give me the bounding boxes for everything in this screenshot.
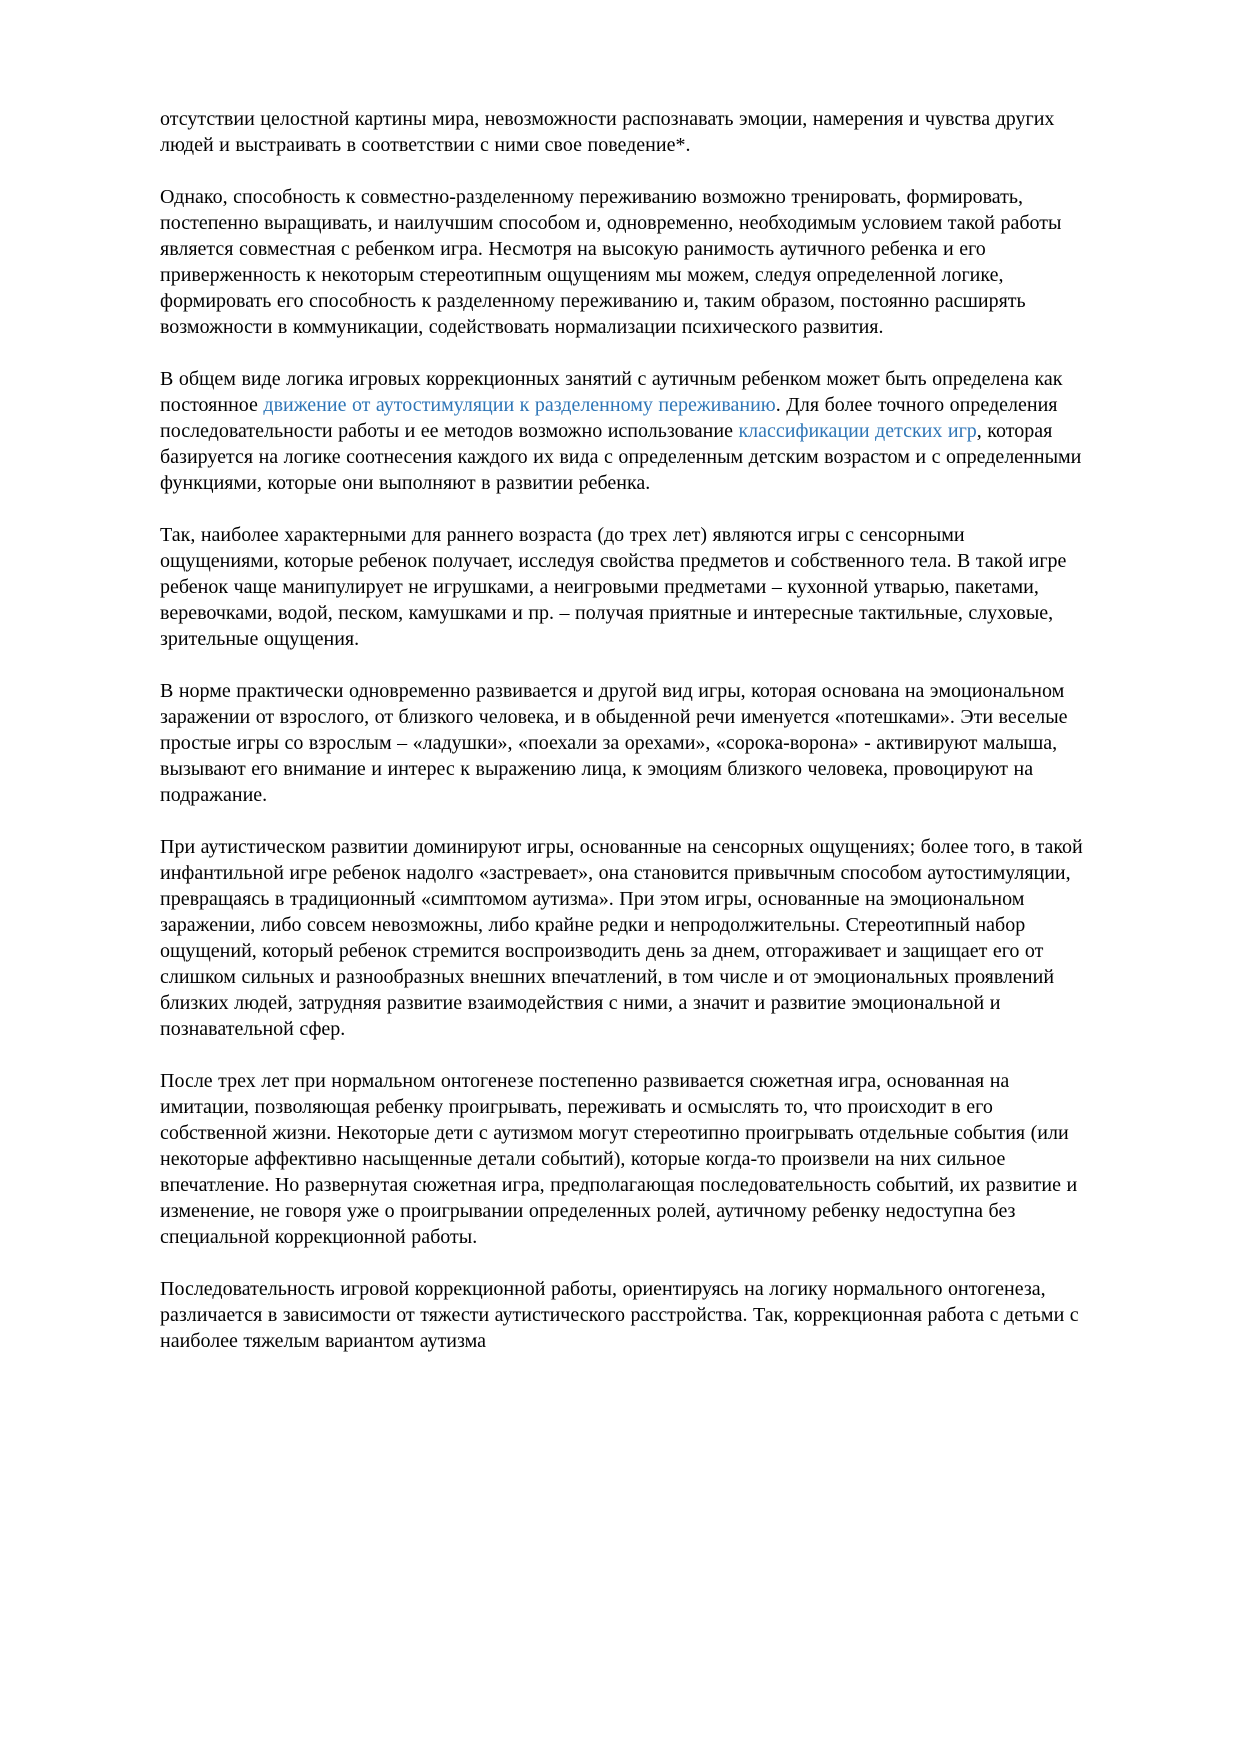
text-run: В общем виде логика игровых коррекционных занятий с аутичным ребенком может быть определена как постоянное: [160, 368, 1063, 416]
paragraph: [160, 106, 1084, 158]
text-run: . Для более точного определения последовательности работы и ее методов возможно использование: [160, 394, 1058, 442]
paragraph: [160, 184, 1084, 340]
paragraph: [160, 1276, 1084, 1354]
text-run: При аутистическом развитии доминируют игры, основанные на сенсорных ощущениях; более того, в такой инфантильной игре ребенок надолго «застревает», она становится привычным способом аутостимуляции, превращаясь в традиционный «симптомом аутизма». При этом игры, основанные на эмоциональном заражении, либо совсем невозможны, либо крайне редки и непродолжительны. Стереотипный набор ощущений, который ребенок стремится воспроизводить день за днем, отгораживает и защищает его от слишком сильных и разнообразных внешних впечатлений, в том числе и от эмоциональных проявлений близких людей, затрудняя развитие взаимодействия с ними, а значит и развитие эмоциональной и познавательной сфер.: [160, 836, 1083, 1040]
paragraph: [160, 366, 1084, 496]
text-run: Так, наиболее характерными для раннего возраста (до трех лет) являются игры с сенсорными ощущениями, которые ребенок получает, исследуя свойства предметов и собственного тела. В такой игре ребенок чаще манипулирует не игрушками, а неигровыми предметами – кухонной утварью, пакетами, веревочками, водой, песком, камушками и пр. – получая приятные и интересные тактильные, слуховые, зрительные ощущения.: [160, 524, 1067, 650]
text-run: В норме практически одновременно развивается и другой вид игры, которая основана на эмоциональном заражении от взрослого, от близкого человека, и в обыденной речи именуется «потешками». Эти веселые простые игры со взрослым – «ладушки», «поехали за орехами», «сорока-ворона» - активируют малыша, вызывают его внимание и интерес к выражению лица, к эмоциям близкого человека, провоцируют на подражание.: [160, 680, 1068, 806]
text-run: отсутствии целостной картины мира, невозможности распознавать эмоции, намерения и чувства других людей и выстраивать в соответствии с ними свое поведение*.: [160, 108, 1055, 156]
hyperlink[interactable]: движение от аутостимуляции к разделенному переживанию: [263, 394, 776, 416]
paragraph: [160, 834, 1084, 1042]
paragraph: [160, 1068, 1084, 1250]
text-run: Последовательность игровой коррекционной работы, ориентируясь на логику нормального онтогенеза, различается в зависимости от тяжести аутистического расстройства. Так, коррекционная работа с детьми с наиболее тяжелым вариантом аутизма: [160, 1278, 1079, 1352]
text-run: После трех лет при нормальном онтогенезе постепенно развивается сюжетная игра, основанная на имитации, позволяющая ребенку проигрывать, переживать и осмыслять то, что происходит в его собственной жизни. Некоторые дети с аутизмом могут стереотипно проигрывать отдельные события (или некоторые аффективно насыщенные детали событий), которые когда-то произвели на них сильное впечатление. Но развернутая сюжетная игра, предполагающая последовательность событий, их развитие и изменение, не говоря уже о проигрывании определенных ролей, аутичному ребенку недоступна без специальной коррекционной работы.: [160, 1070, 1078, 1248]
text-run: , которая базируется на логике соотнесения каждого их вида с определенным детским возрастом и с определенными функциями, которые они выполняют в развитии ребенка.: [160, 420, 1082, 494]
document-body-text: [160, 106, 1084, 1354]
hyperlink[interactable]: классификации детских игр: [738, 420, 977, 442]
paragraph: [160, 678, 1084, 808]
paragraph: [160, 522, 1084, 652]
text-run: Однако, способность к совместно-разделенному переживанию возможно тренировать, формировать, постепенно выращивать, и наилучшим способом и, одновременно, необходимым условием такой работы является совместная с ребенком игра. Несмотря на высокую ранимость аутичного ребенка и его приверженность к некоторым стереотипным ощущениям мы можем, следуя определенной логике, формировать его способность к разделенному переживанию и, таким образом, постоянно расширять возможности в коммуникации, содействовать нормализации психического развития.: [160, 186, 1062, 338]
